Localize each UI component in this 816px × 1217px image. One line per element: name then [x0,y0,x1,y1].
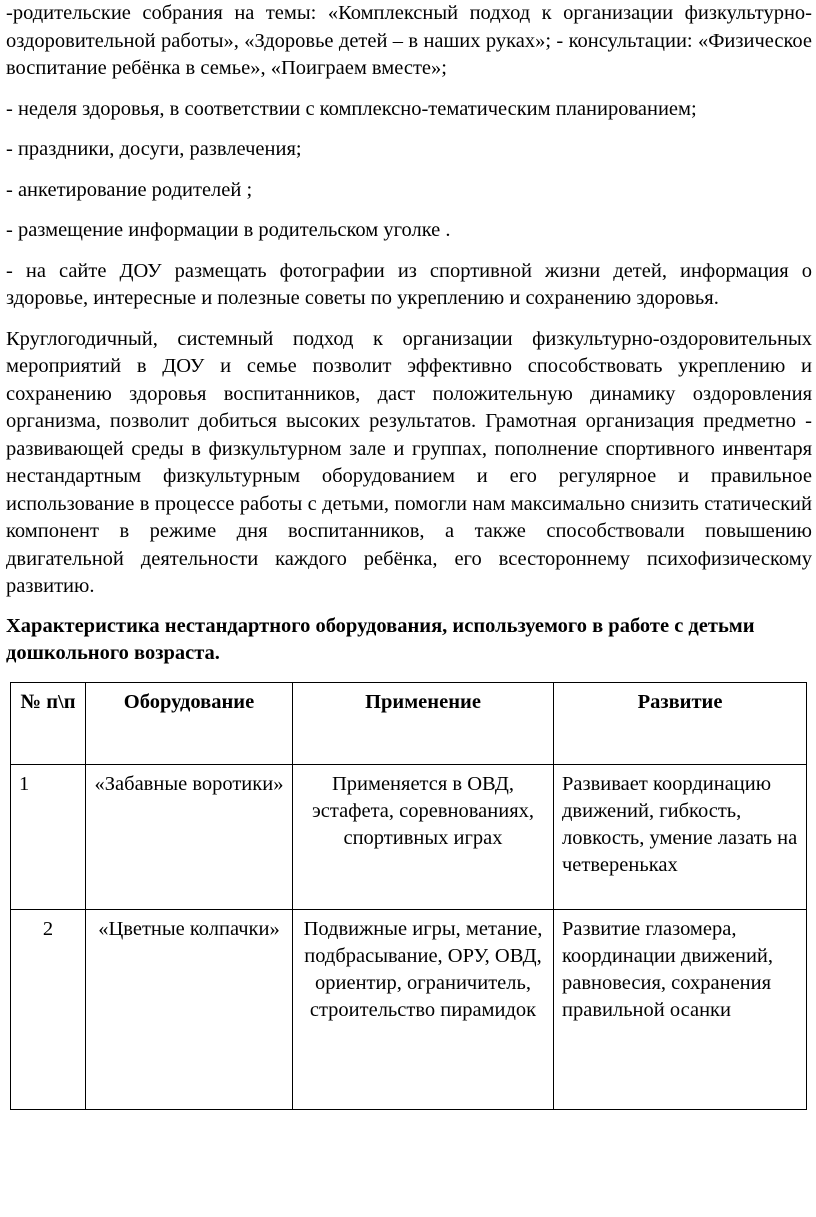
document-page [6,0,812,1110]
paragraph-conclusion: Круглогодичный, системный подход к организации физкультурно-оздоровительных мероприятий в ДОУ и семье позволит эффективно способствовать укреплению и сохранению здоровья воспитанников, даст положительную динамику оздоровления организма, позволит добиться высоких результатов. Грамотная организация предметно - развивающей среды в физкультурном зале и группах, пополнение спортивного инвентаря нестандартным физкультурным оборудованием и его регулярное и правильное использование в процессе работы с детьми, помогли нам максимально снизить статический компонент в режиме дня воспитанников, а также способствовали повышению двигательной деятельности каждого ребёнка, его всестороннему психофизическому развитию. [6,327,812,597]
paragraph-health-week: - неделя здоровья, в соответствии с комплексно-тематическим планированием; [6,97,697,120]
paragraph-parent-corner: - размещение информации в родительском уголке . [6,219,451,241]
cell-development: Развитие глазомера, координации движений, равновесия, сохранения правильной осанки [554,909,807,1109]
table-header-row [11,682,807,764]
table-row [11,909,807,1109]
cell-usage: Применяется в ОВД, эстафета, соревнованиях, спортивных играх [293,764,554,909]
paragraph-holidays: - праздники, досуги, развлечения; [6,138,302,160]
paragraph-parent-meetings: -родительские собрания на темы: «Комплексный подход к организации физкультурно-оздоровительной работы», «Здоровье детей – в наших руках»; - консультации: «Физическое воспитание ребёнка в семье», «Поиграем вместе»; [6,2,812,79]
header-equipment: Оборудование [86,682,293,764]
equipment-table [10,682,807,1110]
cell-usage: Подвижные игры, метание, подбрасывание, ОРУ, ОВД, ориентир, ограничитель, строительство пирамидок [293,909,554,1109]
cell-development: Развивает координацию движений, гибкость, ловкость, умение лазать на четвереньках [554,764,807,909]
header-usage: Применение [293,682,554,764]
paragraph-website: - на сайте ДОУ размещать фотографии из спортивной жизни детей, информация о здоровье, интересные и полезные советы по укреплению и сохранению здоровья. [6,259,812,309]
table-caption: Характеристика нестандартного оборудования, используемого в работе с детьми дошкольного возраста. [6,614,755,664]
cell-equipment: «Цветные колпачки» [86,909,293,1109]
header-development: Развитие [554,682,807,764]
cell-num: 1 [11,764,86,909]
cell-num: 2 [11,909,86,1109]
paragraph-survey: - анкетирование родителей ; [6,178,253,201]
cell-equipment: «Забавные воротики» [86,764,293,909]
header-num: № п\п [11,682,86,764]
table-row [11,764,807,909]
